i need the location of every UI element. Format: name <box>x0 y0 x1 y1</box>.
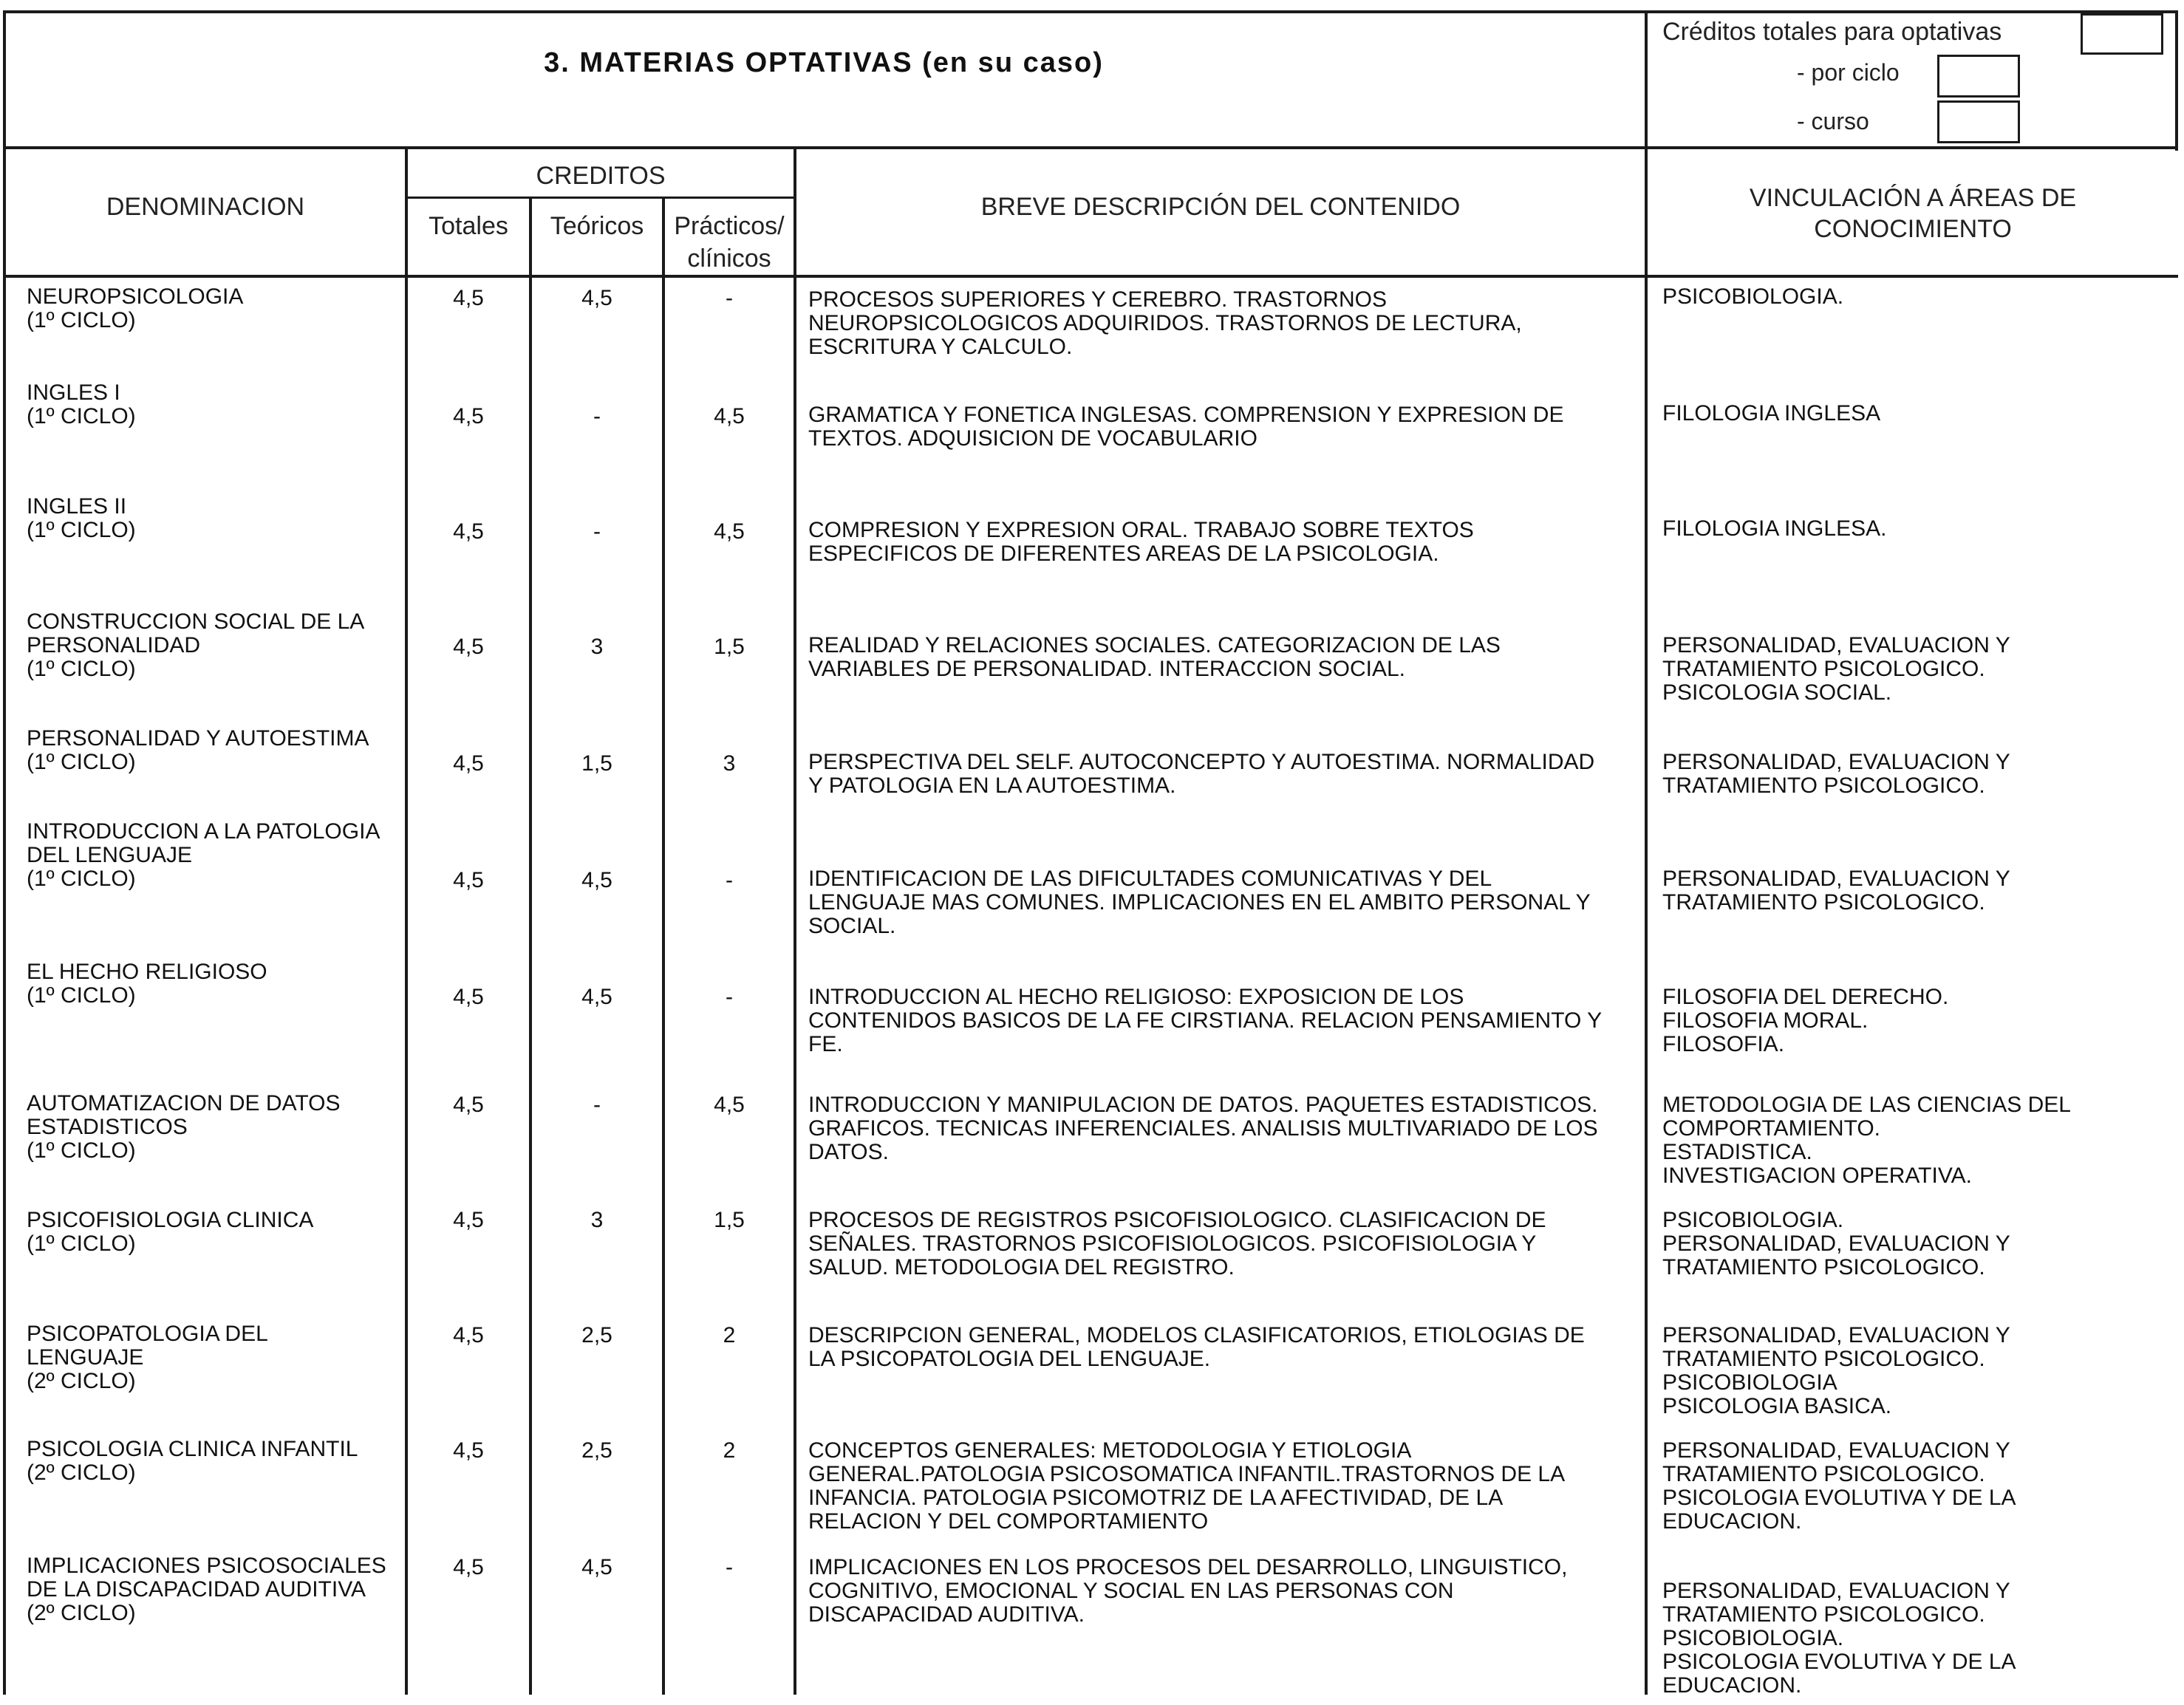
course-name-line: INTRODUCCION A LA PATOLOGIA <box>27 819 381 844</box>
course-description-line: GRAFICOS. TECNICAS INFERENCIALES. ANALISIS MULTIVARIADO DE LOS <box>808 1116 1598 1141</box>
course-name-line: NEUROPSICOLOGIA <box>27 284 244 309</box>
credits-theory-value: 2,5 <box>581 1323 612 1347</box>
course-description-line: NEUROPSICOLOGICOS ADQUIRIDOS. TRASTORNOS DE LECTURA, <box>808 311 1522 335</box>
course-name-line: (2º CICLO) <box>27 1460 136 1485</box>
course-name-line: (1º CICLO) <box>27 404 136 428</box>
credits-total-value: 4,5 <box>453 635 484 659</box>
course-name-line: (2º CICLO) <box>27 1369 136 1393</box>
course-name-line: ESTADISTICOS <box>27 1115 188 1139</box>
col-creditos: CREDITOS <box>536 162 666 190</box>
course-description-line: FE. <box>808 1032 843 1056</box>
knowledge-area-line: PSICOBIOLOGIA. <box>1662 1208 1844 1232</box>
knowledge-area-line: TRATAMIENTO PSICOLOGICO. <box>1662 1255 1985 1279</box>
course-description-line: LENGUAJE MAS COMUNES. IMPLICACIONES EN EL AMBITO PERSONAL Y <box>808 890 1591 915</box>
col-descripcion: BREVE DESCRIPCIÓN DEL CONTENIDO <box>980 193 1461 221</box>
credits-practice-value: 1,5 <box>714 635 745 659</box>
course-description-line: GENERAL.PATOLOGIA PSICOSOMATICA INFANTIL.TRASTORNOS DE LA <box>808 1462 1566 1486</box>
knowledge-area-line: PSICOLOGIA EVOLUTIVA Y DE LA <box>1662 1486 2016 1510</box>
knowledge-area-line: PERSONALIDAD, EVALUACION Y <box>1662 1438 2010 1463</box>
credits-theory-value: - <box>593 519 601 544</box>
course-name-line: PERSONALIDAD Y AUTOESTIMA <box>27 726 369 751</box>
course-description-line: REALIDAD Y RELACIONES SOCIALES. CATEGORIZACION DE LAS <box>808 633 1501 657</box>
knowledge-area-line: TRATAMIENTO PSICOLOGICO. <box>1662 773 1985 798</box>
knowledge-area-line: PSICOLOGIA SOCIAL. <box>1662 680 1892 705</box>
credits-total-value: 4,5 <box>453 985 484 1009</box>
knowledge-area-line: INVESTIGACION OPERATIVA. <box>1662 1164 1972 1188</box>
credits-total-value: 4,5 <box>453 1323 484 1347</box>
knowledge-area-line: PERSONALIDAD, EVALUACION Y <box>1662 1579 2010 1603</box>
credits-total-value: 4,5 <box>453 1093 484 1117</box>
course-description-line: RELACION Y DEL COMPORTAMIENTO <box>808 1509 1209 1534</box>
credits-total-value: 4,5 <box>453 286 484 310</box>
course-description-line: SALUD. METODOLOGIA DEL REGISTRO. <box>808 1255 1235 1279</box>
course-name-line: (1º CICLO) <box>27 750 136 774</box>
credits-theory-value: - <box>593 404 601 428</box>
credits-practice-value: - <box>726 985 733 1009</box>
credits-practice-value: 2 <box>723 1323 736 1347</box>
knowledge-area-line: METODOLOGIA DE LAS CIENCIAS DEL <box>1662 1093 2071 1117</box>
title-divider-line <box>1645 10 1648 1695</box>
knowledge-area-line: TRATAMIENTO PSICOLOGICO. <box>1662 1462 1985 1486</box>
col-header-bottom-line <box>3 275 2178 278</box>
credits-practice-value: - <box>726 1555 733 1579</box>
credits-total-value: 4,5 <box>453 1555 484 1579</box>
credits-total-value: 4,5 <box>453 751 484 776</box>
knowledge-area-line: EDUCACION. <box>1662 1673 1802 1698</box>
course-name-line: (1º CICLO) <box>27 1231 136 1256</box>
course-name-line: EL HECHO RELIGIOSO <box>27 960 267 984</box>
knowledge-area-line: FILOSOFIA. <box>1662 1032 1785 1056</box>
credits-total-value: 4,5 <box>453 1208 484 1232</box>
frame-top-line <box>3 10 2178 13</box>
course-name-line: (1º CICLO) <box>27 1138 136 1163</box>
course-name-line: PERSONALIDAD <box>27 633 201 657</box>
col-denominacion: DENOMINACION <box>106 193 305 221</box>
knowledge-area-line: PSICOBIOLOGIA. <box>1662 284 1844 309</box>
knowledge-area-line: PERSONALIDAD, EVALUACION Y <box>1662 750 2010 774</box>
knowledge-area-line: FILOLOGIA INGLESA. <box>1662 516 1887 541</box>
course-description-line: INTRODUCCION AL HECHO RELIGIOSO: EXPOSICION DE LOS <box>808 985 1464 1009</box>
knowledge-area-line: FILOSOFIA DEL DERECHO. <box>1662 985 1949 1009</box>
course-name-line: PSICOLOGIA CLINICA INFANTIL <box>27 1437 358 1461</box>
knowledge-area-line: TRATAMIENTO PSICOLOGICO. <box>1662 890 1985 915</box>
knowledge-area-line: PSICOLOGIA EVOLUTIVA Y DE LA <box>1662 1650 2016 1674</box>
course-description-line: COGNITIVO, EMOCIONAL Y SOCIAL EN LAS PERSONAS CON <box>808 1579 1454 1603</box>
course-name-line: (1º CICLO) <box>27 867 136 891</box>
credits-theory-value: 2,5 <box>581 1438 612 1463</box>
credits-total-value: 4,5 <box>453 868 484 892</box>
course-description-line: SEÑALES. TRASTORNOS PSICOFISIOLOGICOS. PSICOFISIOLOGIA Y <box>808 1231 1537 1256</box>
knowledge-area-line: PERSONALIDAD, EVALUACION Y <box>1662 1231 2010 1256</box>
knowledge-area-line: COMPORTAMIENTO. <box>1662 1116 1881 1141</box>
credits-practice-value: - <box>726 868 733 892</box>
knowledge-area-line: FILOSOFIA MORAL. <box>1662 1008 1869 1033</box>
course-name-line: DE LA DISCAPACIDAD AUDITIVA <box>27 1577 366 1602</box>
course-name-line: (2º CICLO) <box>27 1601 136 1625</box>
credits-total-box[interactable] <box>2081 13 2163 55</box>
course-name-line: INGLES I <box>27 380 120 405</box>
col-vinculacion-2: CONOCIMIENTO <box>1814 215 2012 243</box>
course-description-line: TEXTOS. ADQUISICION DE VOCABULARIO <box>808 426 1257 451</box>
course-name-line: LENGUAJE <box>27 1345 144 1370</box>
knowledge-area-line: PERSONALIDAD, EVALUACION Y <box>1662 1323 2010 1347</box>
credits-total-value: 4,5 <box>453 404 484 428</box>
knowledge-area-line: TRATAMIENTO PSICOLOGICO. <box>1662 1602 1985 1627</box>
credits-practice-value: 4,5 <box>714 404 745 428</box>
course-description-line: INTRODUCCION Y MANIPULACION DE DATOS. PAQUETES ESTADISTICOS. <box>808 1093 1598 1117</box>
credits-total-label: Créditos totales para optativas <box>1662 18 2002 46</box>
course-description-line: COMPRESION Y EXPRESION ORAL. TRABAJO SOBRE TEXTOS <box>808 518 1474 542</box>
course-name-line: (1º CICLO) <box>27 518 136 542</box>
course-description-line: CONTENIDOS BASICOS DE LA FE CIRSTIANA. RELACION PENSAMIENTO Y <box>808 1008 1603 1033</box>
course-description-line: INFANCIA. PATOLOGIA PSICOMOTRIZ DE LA AFECTIVIDAD, DE LA <box>808 1486 1504 1510</box>
frame-right-line <box>2175 10 2178 151</box>
course-description-line: GRAMATICA Y FONETICA INGLESAS. COMPRENSION Y EXPRESION DE <box>808 403 1564 427</box>
course-name-line: (1º CICLO) <box>27 657 136 681</box>
course-name-line: PSICOFISIOLOGIA CLINICA <box>27 1208 314 1232</box>
col-totales: Totales <box>429 212 508 240</box>
knowledge-area-line: TRATAMIENTO PSICOLOGICO. <box>1662 657 1985 681</box>
course-name-line: IMPLICACIONES PSICOSOCIALES <box>27 1554 386 1578</box>
course-description-line: VARIABLES DE PERSONALIDAD. INTERACCION SOCIAL. <box>808 657 1405 681</box>
col-practicos-1: Prácticos/ <box>674 212 785 240</box>
knowledge-area-line: PSICOBIOLOGIA <box>1662 1370 1837 1395</box>
credits-practice-value: 1,5 <box>714 1208 745 1232</box>
credits-theory-value: 4,5 <box>581 985 612 1009</box>
knowledge-area-line: EDUCACION. <box>1662 1509 1802 1534</box>
course-name-line: (1º CICLO) <box>27 308 136 332</box>
knowledge-area-line: PERSONALIDAD, EVALUACION Y <box>1662 867 2010 891</box>
creditos-sub-line <box>405 197 795 199</box>
credits-theory-value: 3 <box>590 635 604 659</box>
knowledge-area-line: PSICOBIOLOGIA. <box>1662 1626 1844 1650</box>
credits-total-value: 4,5 <box>453 519 484 544</box>
course-description-line: IDENTIFICACION DE LAS DIFICULTADES COMUNICATIVAS Y DEL <box>808 867 1492 891</box>
course-description-line: Y PATOLOGIA EN LA AUTOESTIMA. <box>808 773 1176 798</box>
credits-practice-value: 2 <box>723 1438 736 1463</box>
course-description-line: DISCAPACIDAD AUDITIVA. <box>808 1602 1085 1627</box>
knowledge-area-line: ESTADISTICA. <box>1662 1140 1812 1164</box>
credits-theory-value: 3 <box>590 1208 604 1232</box>
course-description-line: ESCRITURA Y CALCULO. <box>808 335 1073 359</box>
course-name-line: CONSTRUCCION SOCIAL DE LA <box>27 609 365 634</box>
course-box[interactable] <box>1937 100 2020 143</box>
course-description-line: PROCESOS DE REGISTROS PSICOFISIOLOGICO. CLASIFICACION DE <box>808 1208 1546 1232</box>
knowledge-area-line: PSICOLOGIA BASICA. <box>1662 1394 1892 1418</box>
credits-practice-value: - <box>726 286 733 310</box>
credits-theory-value: 4,5 <box>581 1555 612 1579</box>
course-name-line: AUTOMATIZACION DE DATOS <box>27 1091 341 1115</box>
knowledge-area-line: PERSONALIDAD, EVALUACION Y <box>1662 633 2010 657</box>
frame-left-line <box>3 10 6 1695</box>
credits-theory-value: 4,5 <box>581 868 612 892</box>
course-description-line: DATOS. <box>808 1140 889 1164</box>
course-description-line: CONCEPTOS GENERALES: METODOLOGIA Y ETIOLOGIA <box>808 1438 1412 1463</box>
knowledge-area-line: FILOLOGIA INGLESA <box>1662 401 1881 426</box>
col-teoricos: Teóricos <box>550 212 644 240</box>
course-name-line: (1º CICLO) <box>27 983 136 1008</box>
course-description-line: PERSPECTIVA DEL SELF. AUTOCONCEPTO Y AUTOESTIMA. NORMALIDAD <box>808 750 1595 774</box>
credits-total-value: 4,5 <box>453 1438 484 1463</box>
credits-practice-value: 4,5 <box>714 519 745 544</box>
credits-theory-value: - <box>593 1093 601 1117</box>
course-name-line: PSICOPATOLOGIA DEL <box>27 1322 268 1346</box>
course-name-line: INGLES II <box>27 494 127 519</box>
course-description-line: PROCESOS SUPERIORES Y CEREBRO. TRASTORNOS <box>808 287 1387 312</box>
course-description-line: ESPECIFICOS DE DIFERENTES AREAS DE LA PSICOLOGIA. <box>808 541 1439 566</box>
col-practicos-2: clínicos <box>687 245 771 273</box>
per-cycle-box[interactable] <box>1937 55 2020 98</box>
page-title: 3. MATERIAS OPTATIVAS (en su caso) <box>544 47 1104 78</box>
course-description-line: LA PSICOPATOLOGIA DEL LENGUAJE. <box>808 1347 1211 1371</box>
course-label: - curso <box>1797 108 1869 134</box>
header-bottom-line <box>3 146 2178 149</box>
course-name-line: DEL LENGUAJE <box>27 843 192 867</box>
credits-theory-value: 4,5 <box>581 286 612 310</box>
knowledge-area-line: TRATAMIENTO PSICOLOGICO. <box>1662 1347 1985 1371</box>
course-description-line: IMPLICACIONES EN LOS PROCESOS DEL DESARROLLO, LINGUISTICO, <box>808 1555 1568 1579</box>
per-cycle-label: - por ciclo <box>1797 59 1900 86</box>
credits-practice-value: 4,5 <box>714 1093 745 1117</box>
course-description-line: DESCRIPCION GENERAL, MODELOS CLASIFICATORIOS, ETIOLOGIAS DE <box>808 1323 1585 1347</box>
credits-practice-value: 3 <box>723 751 736 776</box>
col-vinculacion-1: VINCULACIÓN A ÁREAS DE <box>1749 184 2077 212</box>
credits-theory-value: 1,5 <box>581 751 612 776</box>
course-description-line: SOCIAL. <box>808 914 896 938</box>
